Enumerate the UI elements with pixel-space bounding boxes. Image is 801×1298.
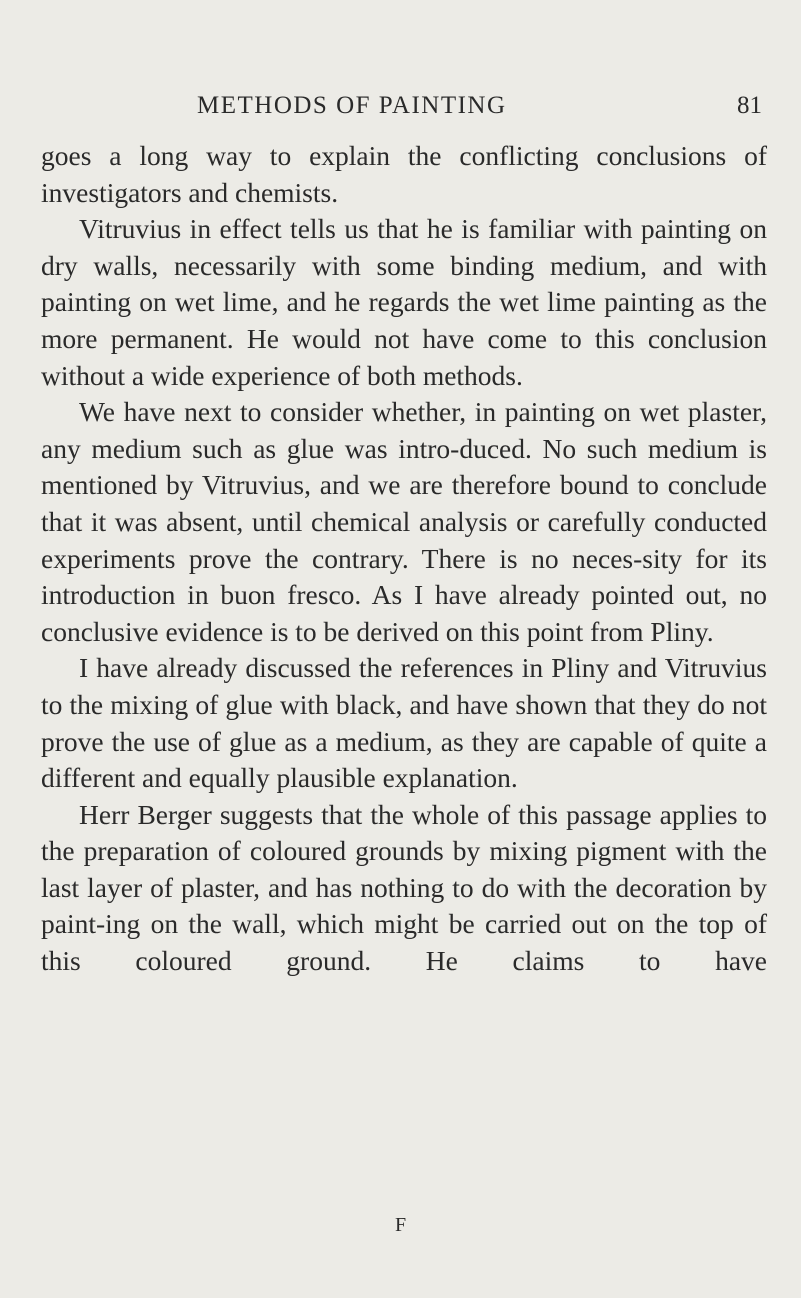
paragraph-2: Vitruvius in effect tells us that he is familiar with painting on dry walls, necessarily with some binding medium, and with painting on wet lime, and he regards the wet lime painting as the more permanent. He would not have come to this conclusion without a wide experience of both methods. xyxy=(41,213,767,391)
running-head: METHODS OF PAINTING xyxy=(197,92,507,119)
paragraph-4: I have already discussed the references in Pliny and Vitruvius to the mixing of glue with black, and have shown that they do not prove the use of glue as a medium, as they are capable of quite a different and equally plausible explanation. xyxy=(41,652,767,794)
signature-mark: F xyxy=(394,1214,407,1236)
body-text xyxy=(41,138,767,980)
paragraph-5: Herr Berger suggests that the whole of this passage applies to the preparation of coloured grounds by mixing pigment with the last layer of plaster, and has nothing to do with the decoration by paint-ing on the wall, which might be carried out on the top of this coloured ground. He claims to have xyxy=(41,798,767,977)
page-number: 81 xyxy=(737,92,762,119)
page-header xyxy=(197,91,762,127)
paragraph-3: We have next to consider whether, in painting on wet plaster, any medium such as glue was intro-duced. No such medium is mentioned by Vitruvius, and we are therefore bound to conclude that it was absent, until chemical analysis or carefully conducted experiments prove the contrary. There is no neces-sity for its introduction in buon fresco. As I have already pointed out, no conclusive evidence is to be derived on this point from Pliny. xyxy=(41,396,767,647)
paragraph-1: goes a long way to explain the conflicting conclusions of investigators and chemists. xyxy=(41,140,767,208)
